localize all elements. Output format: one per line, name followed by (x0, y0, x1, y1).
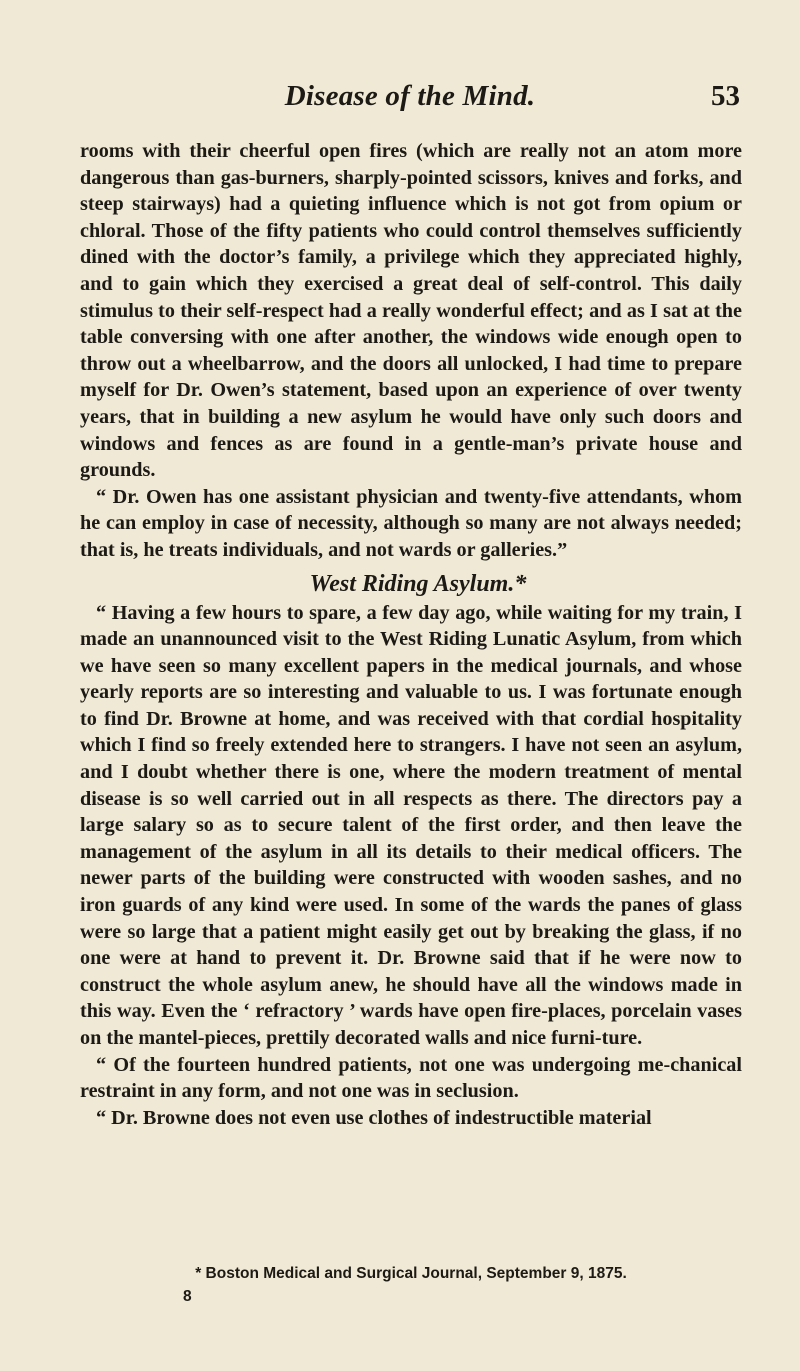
footnote: * Boston Medical and Surgical Journal, September 9, 1875. (195, 1265, 627, 1282)
paragraph-5: “ Dr. Browne does not even use clothes of indestructible material (96, 1106, 652, 1129)
running-head: Disease of the Mind. (284, 80, 536, 112)
page-number: 53 (711, 80, 740, 112)
signature-mark: 8 (183, 1288, 192, 1305)
body-text (80, 138, 742, 1131)
paragraph-1: rooms with their cheerful open fires (which are really not an atom more dangerous than gas-burners, sharply-pointed scissors, knives and forks, and steep stairways) had a quieting influence which is not got from opium or chloral. Those of the fifty patients who could control themselves sufficiently dined with the doctor’s family, a privilege which they appreciated highly, and to gain which they exercised a great deal of self-control. This daily stimulus to their self-respect had a really wonderful effect; and as I sat at the table conversing with one after another, the windows wide enough open to throw out a wheelbarrow, and the doors all unlocked, I had time to prepare myself for Dr. Owen’s statement, based upon an experience of over twenty years, that in building a new asylum he would have only such doors and windows and fences as are found in a gentle-man’s private house and grounds. (80, 140, 742, 482)
section-heading: West Riding Asylum.* (309, 570, 527, 597)
page-header (80, 80, 740, 122)
paragraph-4: “ Of the fourteen hundred patients, not one was undergoing me-chanical restraint in any form, and not one was in seclusion. (80, 1053, 742, 1103)
paragraph-2: “ Dr. Owen has one assistant physician and twenty-five attendants, whom he can employ in case of necessity, although so many are not always needed; that is, he treats individuals, and not wards or galleries.” (80, 485, 742, 561)
paragraph-3: “ Having a few hours to spare, a few day ago, while waiting for my train, I made an unannounced visit to the West Riding Lunatic Asylum, from which we have seen so many excellent papers in the medical journals, and whose yearly reports are so interesting and valuable to us. I was fortunate enough to find Dr. Browne at home, and was received with that cordial hospitality which I find so freely extended here to strangers. I have not seen an asylum, and I doubt whether there is one, where the modern treatment of mental disease is so well carried out in all respects as there. The directors pay a large salary so as to secure talent of the first order, and then leave the management of the asylum in all its details to their medical officers. The newer parts of the building were constructed with wooden sashes, and no iron guards of any kind were used. In some of the wards the panes of glass were so large that a patient might easily get out by breaking the glass, if no one were at hand to prevent it. Dr. Browne said that if he were now to construct the whole asylum anew, he should have all the windows made in this way. Even the ‘ refractory ’ wards have open fire-places, porcelain vases on the mantel-pieces, prettily decorated walls and nice furni-ture. (80, 601, 742, 1049)
